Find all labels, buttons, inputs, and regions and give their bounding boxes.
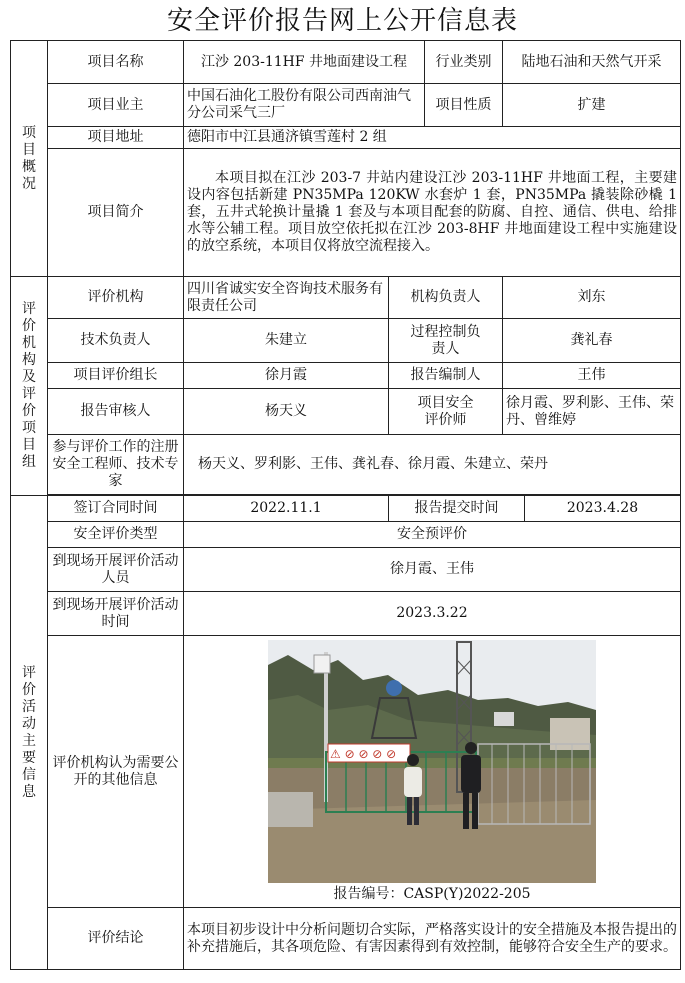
participants-value: 杨天义、罗利影、王伟、龚礼春、徐月霞、朱建立、荣丹	[184, 435, 681, 495]
tech-lead-label: 技术负责人	[48, 319, 184, 363]
site-time-label: 到现场开展评价活动时间	[48, 592, 184, 636]
participants-label: 参与评价工作的注册安全工程师、技术专家	[48, 435, 184, 495]
photo-water-tank	[386, 680, 402, 696]
org-head-label: 机构负责人	[389, 277, 503, 319]
contract-time-label: 签订合同时间	[48, 496, 184, 522]
team-lead-value: 徐月霞	[184, 363, 389, 389]
eval-type-value: 安全预评价	[184, 522, 681, 548]
org-label: 评价机构	[48, 277, 184, 319]
photo-person-left-leg-r	[414, 797, 419, 825]
reviewer-value: 杨天义	[184, 389, 389, 435]
conclusion-value: 本项目初步设计中分析问题切合实际，严格落实设计的安全措施及本报告提出的补充措施后，其各项危险、有害因素得到有效控制，能够符合安全生产的要求。	[184, 908, 681, 970]
owner-value: 中国石油化工股份有限公司西南油气分公司采气三厂	[184, 84, 425, 127]
site-time-value: 2023.3.22	[184, 592, 681, 636]
project-name-value: 江沙 203-11HF 井地面建设工程	[184, 41, 425, 84]
address-label: 项目地址	[48, 127, 184, 149]
address-value: 德阳市中江县通济镇雪莲村 2 组	[184, 127, 681, 149]
process-ctrl-label-text: 过程控制负责人	[410, 323, 481, 357]
photo-sign-text: ⚠ ⊘ ⊘ ⊘ ⊘	[330, 747, 397, 761]
safety-assessor-label	[389, 389, 503, 435]
section-label-activity: 评价活动主要信息	[11, 496, 48, 970]
page-title: 安全评价报告网上公开信息表	[166, 6, 518, 36]
compiler-label: 报告编制人	[389, 363, 503, 389]
project-name-label: 项目名称	[48, 41, 184, 84]
photo-concrete-block	[268, 792, 313, 827]
nature-label: 项目性质	[425, 84, 503, 127]
site-photo	[268, 640, 596, 883]
tech-lead-value: 朱建立	[184, 319, 389, 363]
team-lead-label: 项目评价组长	[48, 363, 184, 389]
photo-pole-box	[314, 655, 330, 673]
photo-person-right-leg-l	[463, 793, 469, 829]
photo-person-right-coat	[461, 755, 481, 793]
photo-person-left-head	[407, 754, 419, 766]
reviewer-label: 报告审核人	[48, 389, 184, 435]
site-photo-image	[268, 640, 596, 883]
industry-label: 行业类别	[425, 41, 503, 84]
nature-value: 扩建	[503, 84, 681, 127]
report-number: 报告编号：CASP(Y)2022-205	[333, 886, 531, 902]
process-ctrl-value: 龚礼春	[503, 319, 681, 363]
other-info-label: 评价机构认为需要公开的其他信息	[48, 636, 184, 908]
site-staff-value: 徐月霞、王伟	[184, 548, 681, 592]
section-label-overview: 项目概况	[11, 41, 48, 277]
section-label-agency: 评价机构及评价项目组	[11, 277, 48, 496]
photo-person-left-leg-l	[407, 797, 412, 825]
photo-person-left-coat	[404, 767, 422, 797]
photo-person-right-head	[465, 742, 477, 754]
industry-value: 陆地石油和天然气开采	[503, 41, 681, 84]
other-info-value	[184, 636, 681, 908]
photo-person-right-leg-r	[472, 793, 478, 829]
safety-assessor-value: 徐月霞、罗利影、王伟、荣丹、曾维婷	[503, 389, 681, 435]
photo-far-house	[494, 712, 514, 726]
safety-assessor-label-text: 项目安全评价师	[417, 394, 474, 428]
intro-value: 本项目拟在江沙 203-7 井站内建设江沙 203-11HF 井地面工程，主要建设内容包括新建 PN35MPa 120KW 水套炉 1 套，PN35MPa 撬装除砂橇 1 套，五井式轮换计量撬 1 套及与本项目配套的防腐、自控、通信、供电、给排水等公辅工程。项目放空依托拟在江沙 203-8HF 井地面建设工程中实施建设的放空系统，本项目仅将放空流程接入。	[184, 149, 681, 277]
submit-time-value: 2023.4.28	[525, 496, 681, 522]
org-head-value: 刘东	[503, 277, 681, 319]
org-value: 四川省诚实安全咨询技术服务有限责任公司	[184, 277, 389, 319]
conclusion-label: 评价结论	[48, 908, 184, 970]
intro-label: 项目简介	[48, 149, 184, 277]
process-ctrl-label	[389, 319, 503, 363]
submit-time-label: 报告提交时间	[389, 496, 525, 522]
owner-label: 项目业主	[48, 84, 184, 127]
compiler-value: 王伟	[503, 363, 681, 389]
site-staff-label: 到现场开展评价活动人员	[48, 548, 184, 592]
eval-type-label: 安全评价类型	[48, 522, 184, 548]
contract-time-value: 2022.11.1	[184, 496, 389, 522]
info-table	[10, 40, 681, 970]
